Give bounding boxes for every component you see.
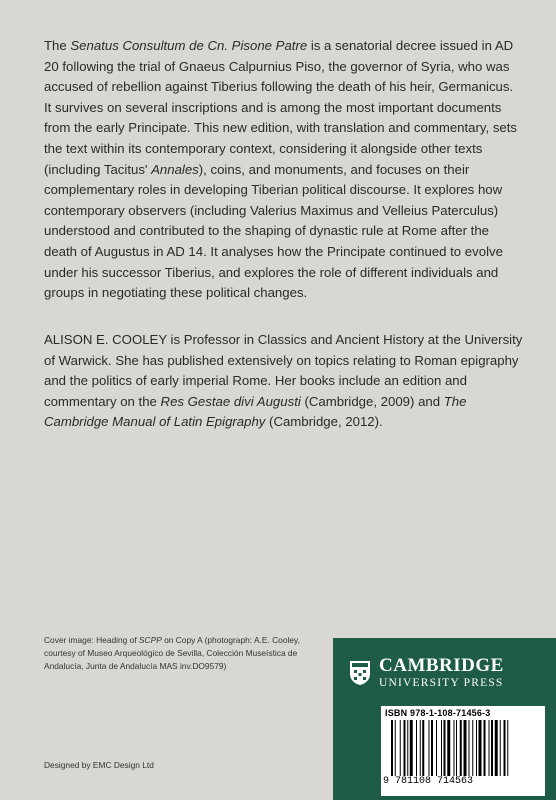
barcode-bar [407, 720, 408, 776]
barcode-bar [410, 720, 413, 776]
annales-italic: Annales [151, 161, 199, 177]
barcode-bar [495, 720, 498, 776]
barcode-bar [391, 720, 393, 776]
publisher-panel [333, 638, 556, 800]
barcode-bar [444, 720, 446, 776]
publisher-logo [349, 656, 504, 690]
barcode-bar [464, 720, 467, 776]
barcode-bar [507, 720, 508, 776]
barcode-bar [504, 720, 506, 776]
scpp-italic: SCPP [138, 635, 162, 645]
barcode-bar [484, 720, 486, 776]
publisher-name: CAMBRIDGE [379, 655, 504, 676]
designer-credit: Designed by EMC Design Ltd [44, 760, 154, 770]
barcode-bar [460, 720, 462, 776]
cover-image-credits: Cover image: Heading of SCPP on Copy A (photograph: A.E. Cooley, courtesy of Museo Arqueológico de Sevilla, Colección Museística de Andalucía, Junta de Andalucía MAS inv.DO9579) [44, 635, 300, 671]
cambridge-shield-icon [349, 660, 371, 686]
barcode-bar [441, 720, 442, 776]
author-bio: ALISON E. COOLEY is Professor in Classics and Ancient History at the University of Warwick. She has published extensively on topics relating to Roman epigraphy and the politics of early imperial Rome. Her books include an edition and commentary on the Res Gestae divi Augusti (Cambridge, 2009) and The Cambridge Manual of Latin Epigraphy (Cambridge, 2012). [44, 332, 523, 430]
barcode-bars [391, 720, 537, 776]
barcode-bar [404, 720, 406, 776]
res-gestae-italic: Res Gestae divi Augusti [160, 393, 301, 409]
barcode-bar [472, 720, 473, 776]
barcode-bar [395, 720, 396, 776]
book-description: The Senatus Consultum de Cn. Pisone Patre is a senatorial decree issued in AD 20 following the trial of Gnaeus Calpurnius Piso, the governor of Syria, who was accused of rebellion against Tiberius following the death of his heir, Germanicus. It survives on several inscriptions and is among the most important documents from the early Principate. This new edition, with translation and commentary, sets the text within its contemporary context, considering it alongside other texts (including Tacitus' Annales), coins, and monuments, and focuses on their complementary roles in developing Tiberian political discourse. It explores how contemporary observers (including Valerius Maximus and Velleius Paterculus) understood and contributed to the shaping of dynastic rule at Rome after the death of Augustus in AD 14. It analyses how the Principate continued to evolve under his successor Tiberius, and explores the role of different individuals and groups in negotiating these political changes. [44, 38, 518, 301]
publisher-subname: UNIVERSITY PRESS [379, 677, 504, 689]
barcode-bar [476, 720, 477, 776]
barcode-bar [479, 720, 482, 776]
barcode-digits: 9 781108 714563 [383, 776, 474, 787]
barcode-bar [491, 720, 493, 776]
barcode-bar [429, 720, 430, 776]
barcode-bar [431, 720, 433, 776]
barcode-bar [456, 720, 457, 776]
barcode-bar [420, 720, 421, 776]
isbn-label: ISBN 978-1-108-71456-3 [385, 708, 491, 718]
title-italic: Senatus Consultum de Cn. Pisone Patre [70, 38, 308, 53]
barcode-bar [500, 720, 501, 776]
manual-italic: The Cambridge Manual of Latin Epigraphy [44, 393, 467, 430]
barcode-bar [400, 720, 401, 776]
isbn-barcode [381, 706, 545, 796]
barcode-bar [447, 720, 450, 776]
barcode-bar [489, 720, 490, 776]
barcode-bar [422, 720, 424, 776]
barcode-bar [436, 720, 437, 776]
barcode-bar [454, 720, 455, 776]
barcode-bar [469, 720, 470, 776]
barcode-bar [416, 720, 417, 776]
